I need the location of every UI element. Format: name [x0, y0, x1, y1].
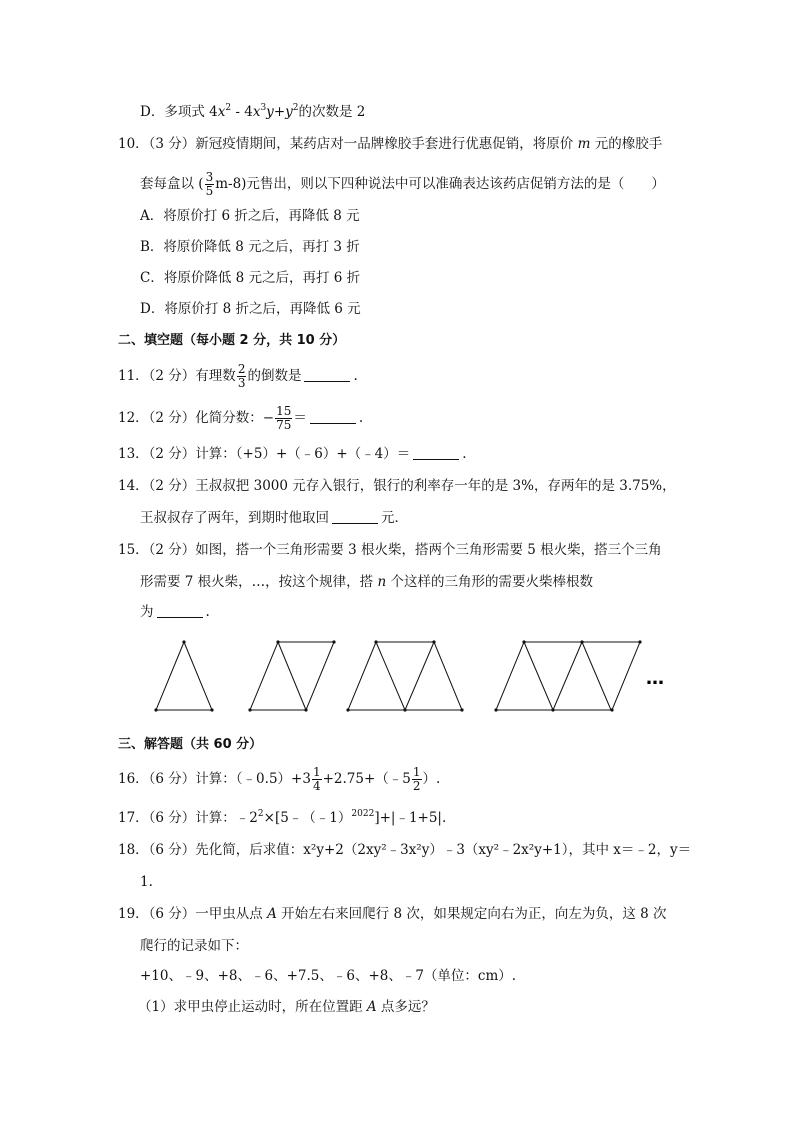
q19-part1: （1）求甲虫停止运动时，所在位置距 A 点多远？: [138, 999, 435, 1015]
figure-two-triangles: [250, 642, 334, 710]
q15-line3: 为 .: [140, 604, 210, 620]
q16: 16．（6 分）计算：（﹣0.5）+3 $\frac{1}{4}$ +2.75+（﹣5 $\frac{1}{2}$ ）.: [118, 765, 441, 793]
figure-one-triangle: [156, 642, 212, 710]
figure-four-triangles: [496, 642, 640, 710]
answer-blank: [332, 509, 378, 524]
q19-line2: 爬行的记录如下：: [140, 938, 248, 954]
fraction-1-2: $\frac{1}{2}$: [412, 765, 421, 793]
fraction-1-4: $\frac{1}{4}$: [312, 765, 321, 793]
q10-line1: 10．（3 分）新冠疫情期间，某药店对一品牌橡胶手套进行优惠促销，将原价 m 元的橡胶手: [118, 136, 663, 152]
q14-line2: 王叔叔存了两年，到期时他取回 元．: [140, 510, 408, 526]
q9-option-d: D．多项式 $4x^2 - 4x^3y+y^2$的次数是 2: [140, 103, 366, 120]
answer-blank: [304, 367, 350, 382]
q14-line1: 14．（2 分）王叔叔把 3000 元存入银行，银行的利率存一年的是 3%，存两年的是 3.75%，: [118, 478, 676, 494]
q19-line1: 19．（6 分）一甲虫从点 A 开始左右来回爬行 8 次，如果规定向右为正，向左为负，这 8 次: [118, 906, 667, 922]
q15-line1: 15．（2 分）如图，搭一个三角形需要 3 根火柴，搭两个三角形需要 5 根火柴，搭三个三角: [118, 542, 662, 558]
q10-option-a: A．将原价打 6 折之后，再降低 8 元: [140, 208, 360, 224]
q19-line3: +10、﹣9、+8、﹣6、+7.5、﹣6、+8、﹣7（单位：cm）.: [140, 968, 517, 984]
q12: 12．（2 分）化简分数：− $\frac{15}{75}$ ＝ .: [118, 404, 364, 432]
q10-option-c: C．将原价降低 8 元之后，再打 6 折: [140, 270, 361, 286]
q18-line2: 1.: [140, 874, 153, 890]
q10-option-d: D．将原价打 8 折之后，再降低 6 元: [140, 301, 361, 317]
q13: 13．（2 分）计算：（+5）+（﹣6）+（﹣4）＝ .: [118, 446, 467, 462]
q18-line1: 18．（6 分）先化简，后求值：x²y+2（2xy²﹣3x²y）﹣3（xy²﹣2x²y+1），其中 x＝﹣2，y＝: [118, 842, 692, 858]
fraction-3-5: $\frac{3}{5}$: [205, 170, 214, 198]
section-title-fill-in: 二、填空题（每小题 2 分，共 10 分）: [118, 333, 346, 348]
q11: 11．（2 分）有理数 $\frac{2}{3}$ 的倒数是 .: [118, 362, 358, 390]
q10-option-b: B．将原价降低 8 元之后，再打 3 折: [140, 239, 360, 255]
answer-blank: [413, 445, 459, 460]
fraction-15-75: $\frac{15}{75}$: [276, 404, 292, 432]
answer-blank: [310, 409, 356, 424]
q10-line2: 套每盒以 ( $\frac{3}{5}$ m-8)元售出，则以下四种说法中可以准确表达该药店促销方法的是（ ）: [140, 170, 665, 198]
ellipsis-mark: …: [646, 668, 664, 689]
q15-line2: 形需要 7 根火柴，…，按这个规律，搭 n 个这样的三角形的需要火柴棒根数: [140, 574, 593, 590]
answer-blank: [157, 603, 203, 618]
matchstick-triangles-figure: [140, 632, 680, 722]
fraction-2-3: $\frac{2}{3}$: [237, 362, 246, 390]
q17: 17．（6 分）计算：$﹣2^2\times[5﹣(﹣1)^{2022}]+|﹣1+5|$.: [118, 809, 447, 826]
figure-three-triangles: [348, 642, 462, 710]
section-title-solve: 三、解答题（共 60 分）: [118, 737, 263, 752]
